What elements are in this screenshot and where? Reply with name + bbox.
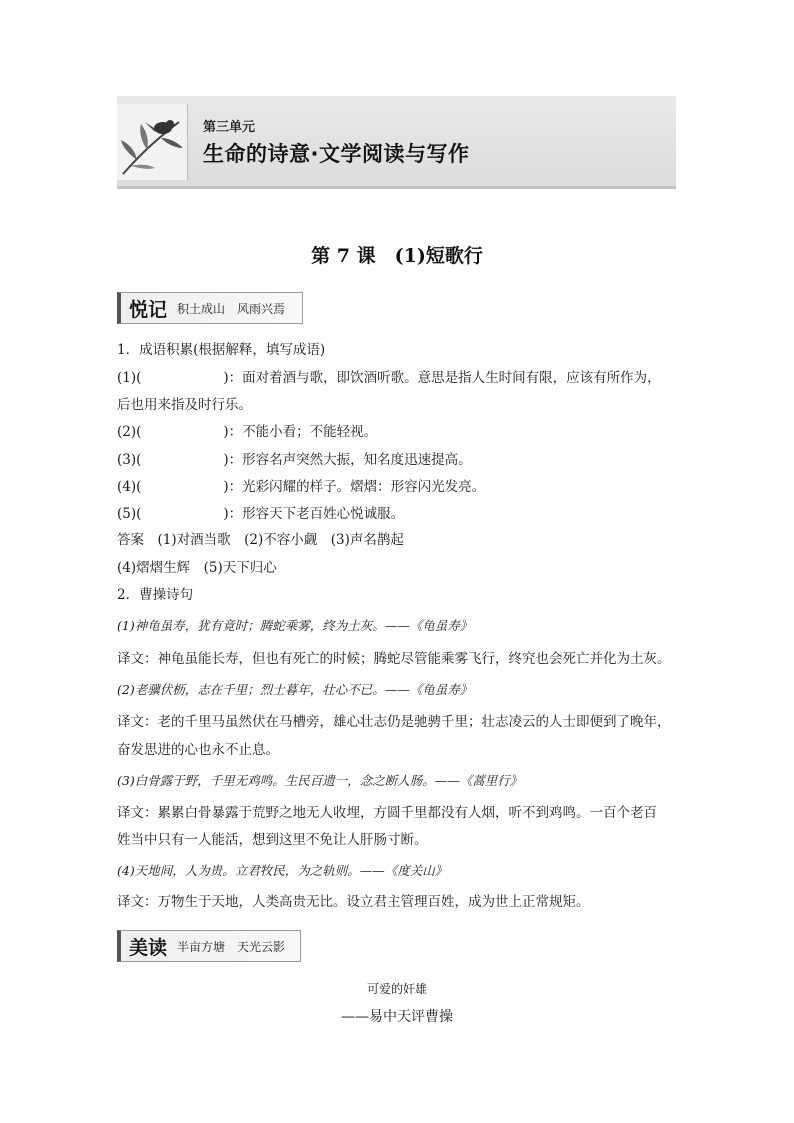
idiom-item (117, 477, 679, 497)
section-header-meidu (117, 930, 301, 962)
poem-line: (2)老骥伏枥，志在千里；烈士暮年，壮心不已。——《龟虽寿》 (117, 682, 473, 697)
item-definition: )：形容天下老百姓心悦诚服。 (223, 506, 405, 522)
question-heading: 1．成语积累(根据解释，填写成语) (117, 342, 326, 358)
unit-banner (117, 96, 676, 189)
item-prefix: (4)( (117, 479, 142, 495)
item-definition: )：面对着酒与歌，即饮酒听歌。意思是指人生时间有限，应该有所作为， (223, 370, 661, 386)
section-name: 美读 (129, 936, 168, 959)
idiom-item (117, 422, 679, 442)
unit-label: 第三单元 (203, 120, 256, 135)
section-subtitle: 半亩方塘 天光云影 (177, 939, 286, 954)
translation-line: 译文：神龟虽能长寿，但也有死亡的时候；腾蛇尽管能乘雾飞行，终究也会死亡并化为土灰。 (117, 651, 671, 667)
section-header-yueji (117, 292, 303, 324)
idiom-item (117, 504, 679, 524)
question-heading: 2．曹操诗句 (117, 587, 194, 603)
item-definition: )：形容名声突然大振，知名度迅速提高。 (223, 452, 472, 468)
item-prefix: (1)( (117, 370, 142, 386)
answer-line: 答案 (1)对酒当歌 (2)不容小觑 (3)声名鹊起 (117, 532, 404, 548)
poem-line: (3)白骨露于野，千里无鸡鸣。生民百遗一，念之断人肠。——《蒿里行》 (117, 773, 523, 788)
translation-line: 译文：老的千里马虽然伏在马槽旁，雄心壮志仍是驰骋千里；壮志凌云的人士即便到了晚年， (117, 714, 671, 730)
item-prefix: (2)( (117, 424, 142, 440)
item-prefix: (3)( (117, 452, 142, 468)
poem-line: (4)天地间，人为贵。立君牧民，为之轨则。——《度关山》 (117, 863, 448, 878)
answer-line: (4)熠熠生辉 (5)天下归心 (117, 560, 277, 576)
translation-line: 奋发思进的心也永不止息。 (117, 742, 279, 758)
article-title: 可爱的奸雄 (366, 982, 427, 996)
article-byline: ——易中天评曹操 (341, 1009, 453, 1025)
item-definition: )：不能小看；不能轻视。 (223, 424, 378, 440)
translation-line: 译文：累累白骨暴露于荒野之地无人收埋，方圆千里都没有人烟，听不到鸡鸣。一百个老百 (117, 805, 657, 821)
idiom-item (117, 450, 679, 470)
item-prefix: (5)( (117, 506, 142, 522)
translation-line: 译文：万物生于天地，人类高贵无比。设立君主管理百姓，成为世上正常规矩。 (117, 894, 590, 910)
bird-bamboo-illustration-icon (117, 104, 188, 180)
idiom-item (117, 368, 679, 388)
section-subtitle: 积土成山 风雨兴焉 (177, 301, 286, 316)
item-continuation: 后也用来指及时行乐。 (117, 397, 252, 413)
unit-title: 生命的诗意·文学阅读与写作 (203, 142, 470, 166)
poem-line: (1)神龟虽寿，犹有竟时；腾蛇乘雾，终为土灰。——《龟虽寿》 (117, 618, 473, 633)
section-name: 悦记 (129, 298, 168, 321)
lesson-title: 第 7 课 (1)短歌行 (311, 245, 483, 267)
item-definition: )：光彩闪耀的样子。熠熠：形容闪光发亮。 (223, 479, 486, 495)
translation-line: 姓当中只有一人能活，想到这里不免让人肝肠寸断。 (117, 832, 428, 848)
